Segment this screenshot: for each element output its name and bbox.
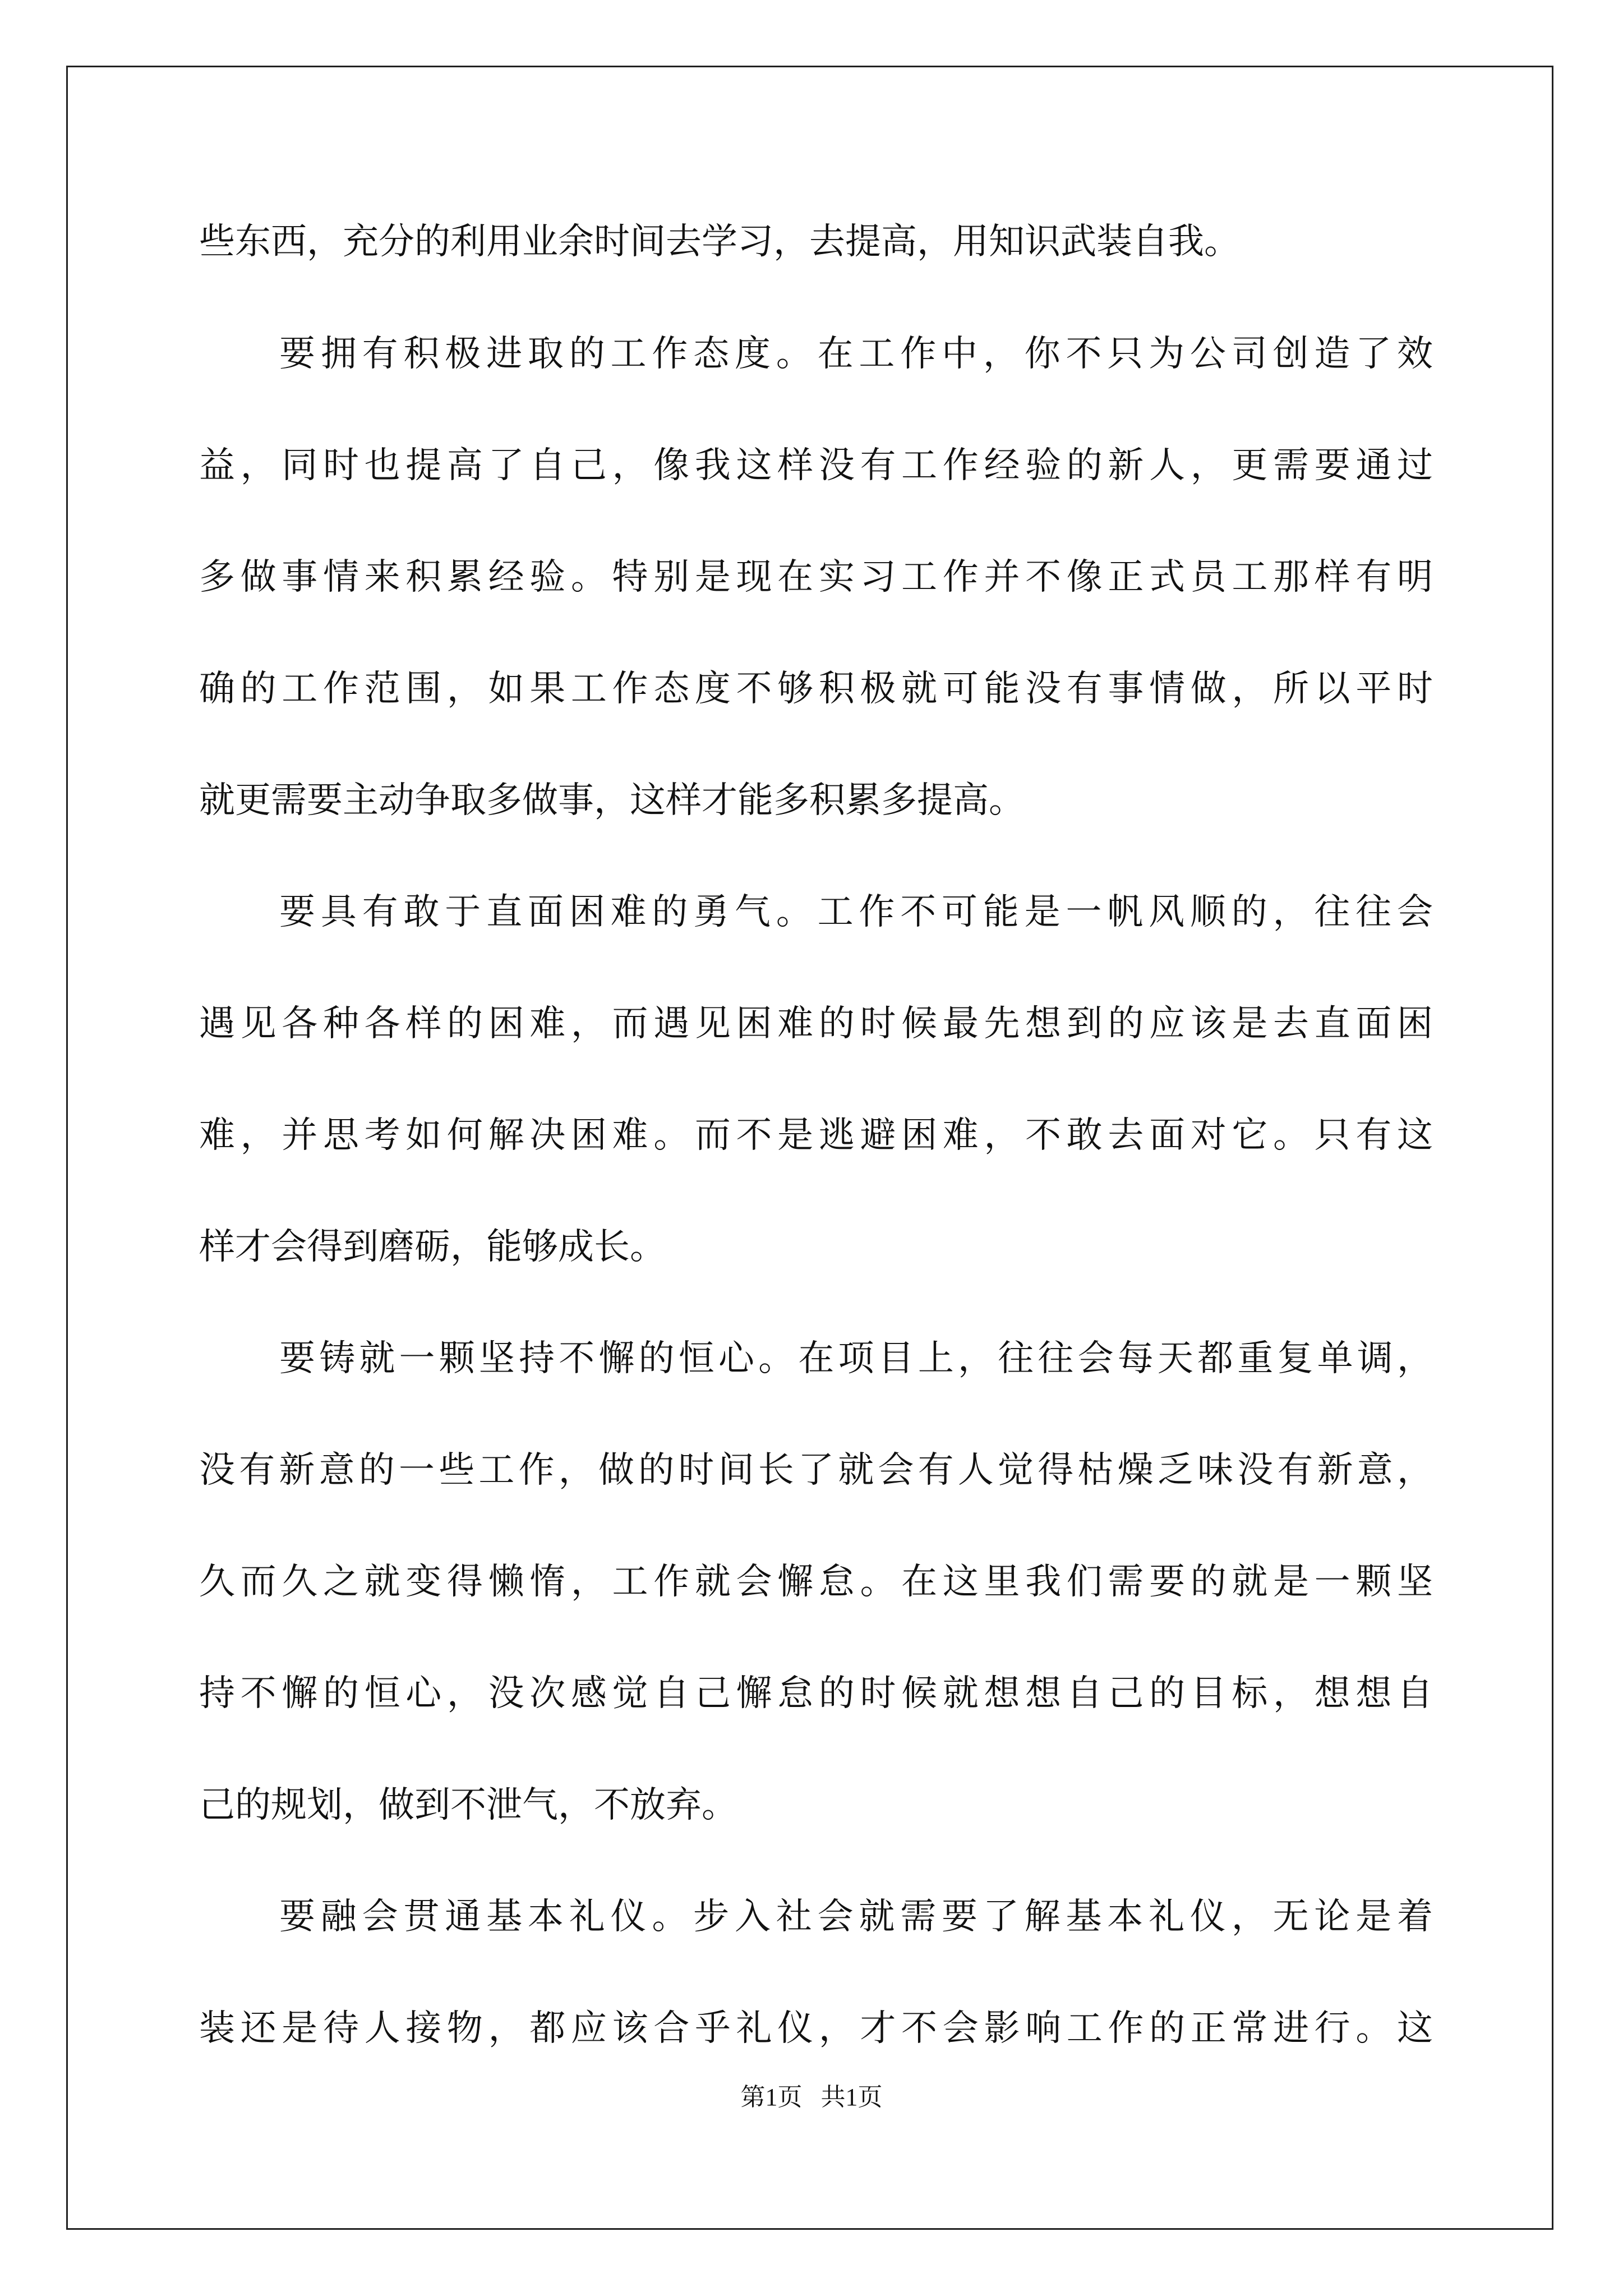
text-line: 益，同时也提高了自己，像我这样没有工作经验的新人，更需要通过 — [199, 445, 1433, 486]
text-line: 确的工作范围，如果工作态度不够积极就可能没有事情做，所以平时 — [199, 668, 1433, 710]
text-line: 己的规划，做到不泄气，不放弃。 — [199, 1784, 737, 1826]
text-line: 久而久之就变得懒惰，工作就会懈怠。在这里我们需要的就是一颗坚 — [199, 1561, 1433, 1603]
text-line: 要具有敢于直面困难的勇气。工作不可能是一帆风顺的，往往会 — [279, 891, 1433, 933]
page-number-footer: 第1页 共1页 — [740, 2083, 883, 2111]
text-line: 装还是待人接物，都应该合乎礼仪，才不会影响工作的正常进行。这 — [199, 2008, 1433, 2049]
text-line: 难，并思考如何解决困难。而不是逃避困难，不敢去面对它。只有这 — [199, 1115, 1433, 1156]
text-line: 样才会得到磨砺，能够成长。 — [199, 1226, 666, 1268]
text-line: 要拥有积极进取的工作态度。在工作中，你不只为公司创造了效 — [279, 333, 1433, 375]
text-line: 要融会贯通基本礼仪。步入社会就需要了解基本礼仪，无论是着 — [279, 1896, 1433, 1938]
text-line: 没有新意的一些工作，做的时间长了就会有人觉得枯燥乏味没有新意， — [199, 1450, 1433, 1491]
text-line: 遇见各种各样的困难，而遇见困难的时候最先想到的应该是去直面困 — [199, 1003, 1433, 1045]
text-line: 要铸就一颗坚持不懈的恒心。在项目上，往往会每天都重复单调， — [279, 1338, 1433, 1379]
text-line: 些东西，充分的利用业余时间去学习，去提高，用知识武装自我。 — [199, 221, 1240, 263]
text-line: 持不懈的恒心，没次感觉自己懈怠的时候就想想自己的目标，想想自 — [199, 1673, 1433, 1714]
text-line: 多做事情来积累经验。特别是现在实习工作并不像正式员工那样有明 — [199, 556, 1433, 598]
text-line: 就更需要主动争取多做事，这样才能多积累多提高。 — [199, 780, 1025, 821]
